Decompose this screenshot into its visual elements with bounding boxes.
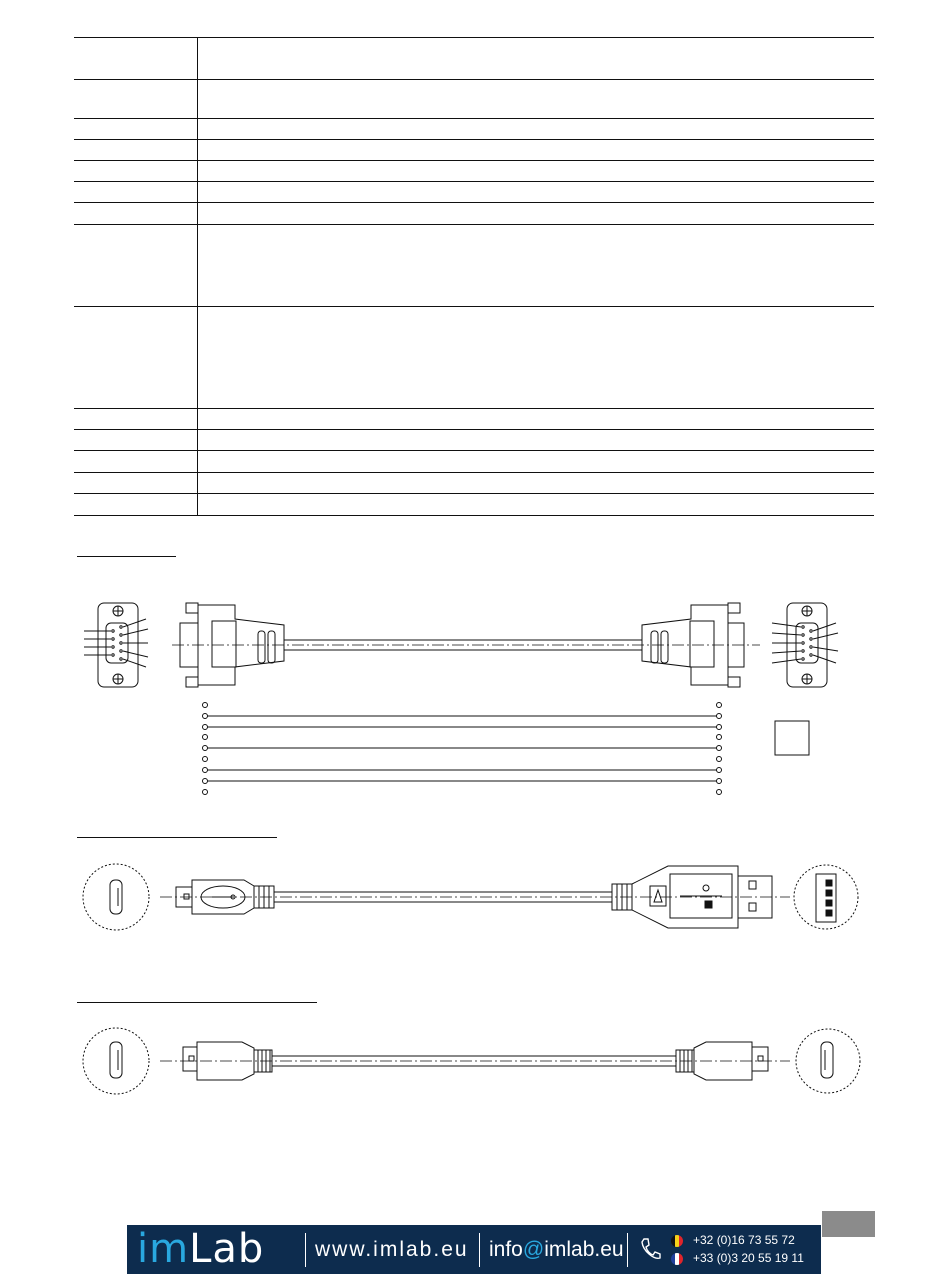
footer-divider [479, 1233, 480, 1267]
logo-suffix: Lab [189, 1226, 265, 1272]
spec-row [74, 160, 874, 182]
serial-cable-drawing [0, 595, 950, 800]
spec-row [74, 408, 874, 430]
micro-usb-face-left [83, 864, 149, 930]
spec-row [74, 472, 874, 494]
phone-icon [639, 1237, 661, 1261]
spec-row [74, 118, 874, 140]
page-number-tab [822, 1211, 875, 1237]
serial-cable-heading-underline [77, 556, 176, 557]
spec-row [74, 429, 874, 451]
spec-table-column-divider [197, 37, 198, 516]
micro-usb-to-micro-usb-cable-drawing [0, 1024, 950, 1100]
spec-row [74, 181, 874, 203]
usb-a-face-right [794, 865, 858, 929]
email-at: @ [522, 1238, 545, 1261]
spec-row [74, 78, 874, 119]
email-link[interactable] [489, 1225, 624, 1274]
spec-row [74, 202, 874, 225]
email-domain: imlab.eu [544, 1238, 624, 1261]
micro-usb-face-left [83, 1028, 149, 1094]
france-flag-icon [671, 1253, 683, 1265]
usb-a-cable-heading-underline [77, 837, 277, 838]
footer-banner [127, 1225, 821, 1274]
micro-usb-face-right [796, 1029, 860, 1093]
imlab-logo [137, 1225, 264, 1274]
footer-divider [305, 1233, 306, 1267]
db9-right-connector-face [772, 603, 838, 687]
phone-france[interactable]: +33 (0)3 20 55 19 11 [693, 1251, 804, 1265]
website-link[interactable]: www.imlab.eu [315, 1238, 469, 1261]
spec-row [74, 493, 874, 516]
spec-row [74, 306, 874, 409]
spec-row [74, 139, 874, 161]
footer-divider [627, 1233, 628, 1267]
db9-left-connector-face [84, 603, 148, 687]
spec-row [74, 37, 874, 80]
wiring-legend-box [775, 721, 809, 755]
micro-usb-cable-heading-underline [77, 1002, 317, 1003]
spec-row [74, 450, 874, 473]
spec-row [74, 224, 874, 307]
email-user: info [489, 1238, 523, 1261]
belgium-flag-icon [671, 1235, 683, 1247]
phone-belgium[interactable]: +32 (0)16 73 55 72 [693, 1233, 795, 1247]
pin-wiring-diagram [203, 703, 722, 795]
micro-usb-to-usb-a-cable-drawing [0, 860, 950, 936]
logo-prefix: im [137, 1226, 190, 1272]
